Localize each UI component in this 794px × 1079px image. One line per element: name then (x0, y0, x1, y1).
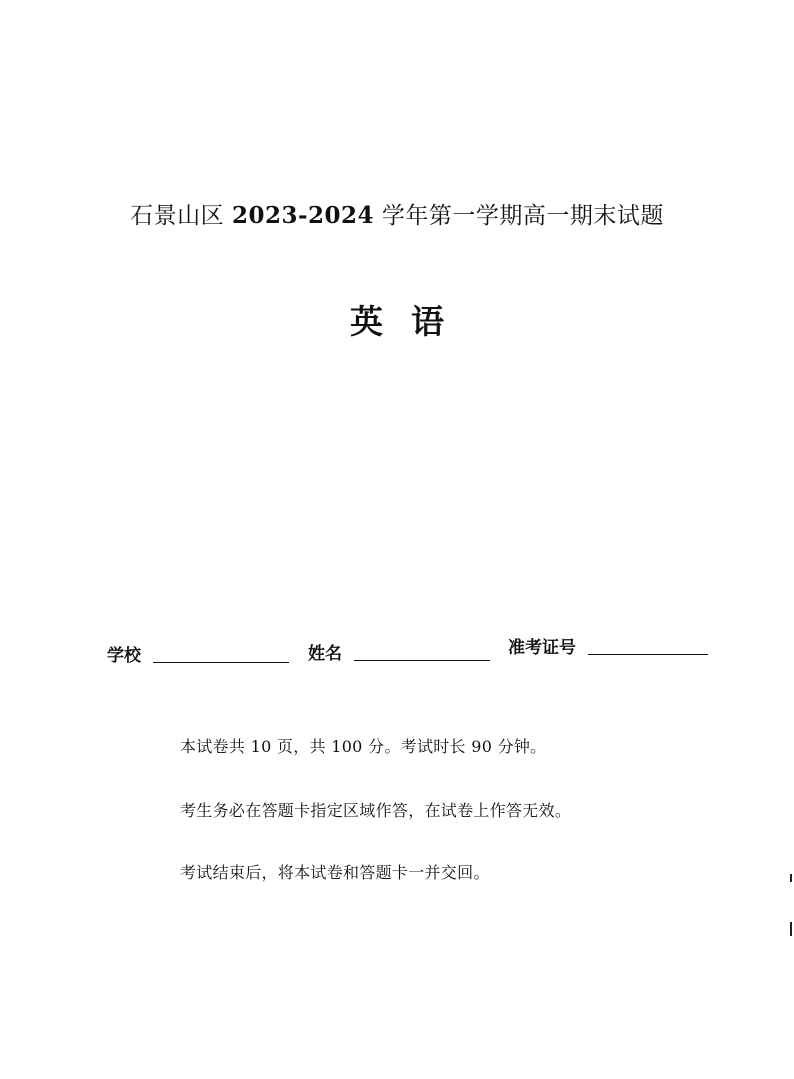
exam-title-suffix: 学年第一学期高一期末试题 (374, 203, 664, 229)
exam-title (0, 197, 794, 230)
exam-title-prefix: 石景山区 (130, 203, 232, 229)
scan-edge-mark (790, 922, 792, 936)
name-blank-line[interactable] (354, 659, 490, 661)
name-label: 姓名 (308, 644, 342, 664)
exam-id-label: 准考证号 (508, 638, 576, 658)
name-field (308, 644, 490, 664)
scan-edge-mark (790, 874, 792, 882)
school-field (107, 646, 289, 666)
school-label: 学校 (107, 646, 141, 666)
student-info-fields (0, 636, 794, 668)
instruction-answer-area: 考生务必在答题卡指定区域作答，在试卷上作答无效。 (180, 801, 572, 820)
exam-id-blank-line[interactable] (588, 653, 708, 655)
exam-id-field (508, 638, 708, 658)
exam-title-years: 2023-2024 (231, 202, 375, 229)
instruction-hand-in: 考试结束后，将本试卷和答题卡一并交回。 (180, 863, 490, 882)
school-blank-line[interactable] (153, 661, 289, 663)
subject-title: 英语 (350, 302, 472, 341)
instruction-pages-time: 本试卷共 10 页，共 100 分。考试时长 90 分钟。 (180, 737, 547, 756)
